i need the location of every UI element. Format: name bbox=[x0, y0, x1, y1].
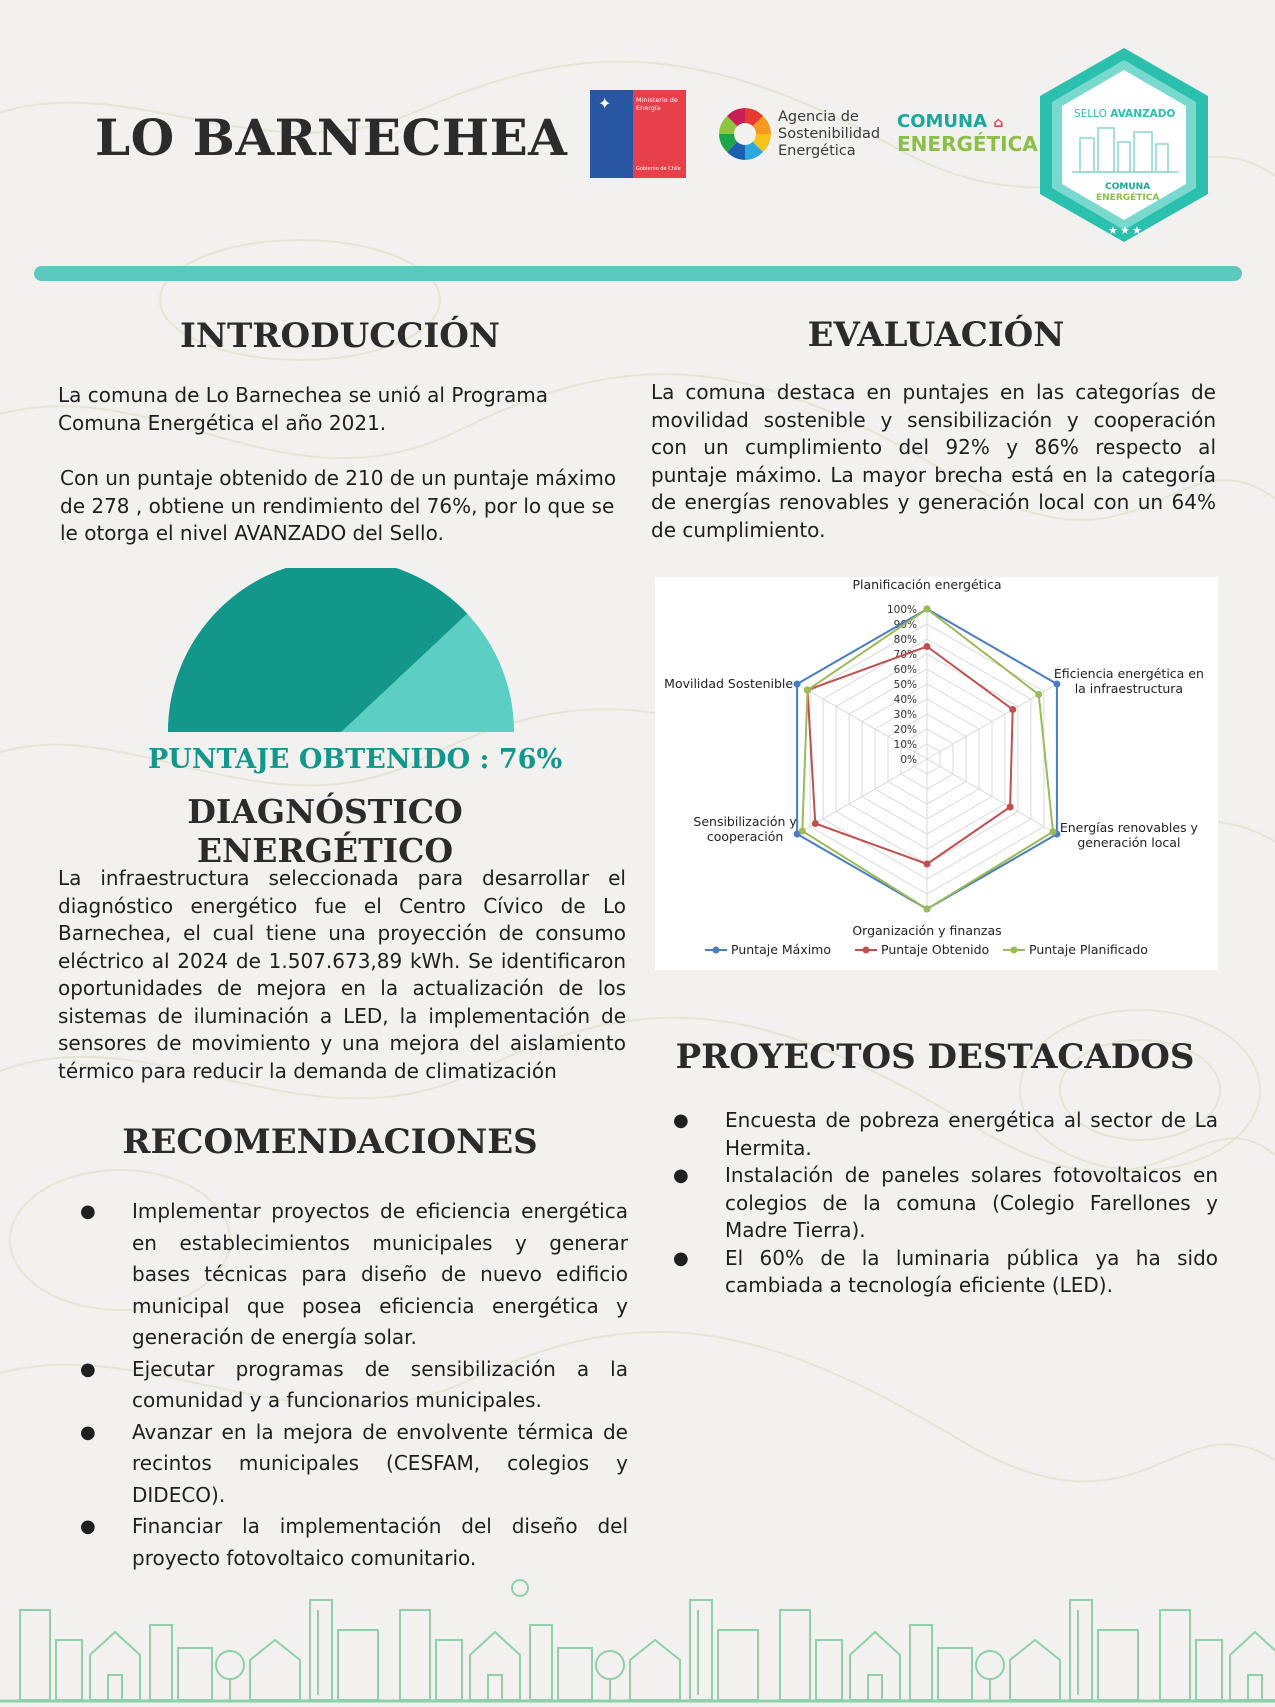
list-item bbox=[80, 1417, 628, 1512]
radar-tick-label: 20% bbox=[893, 724, 917, 736]
comuna-energetica-logo: COMUNA ⌂ ENERGÉTICA bbox=[897, 111, 1038, 156]
radar-tick-label: 40% bbox=[893, 694, 917, 706]
legend-swatch-point bbox=[863, 947, 870, 954]
radar-series-point bbox=[794, 681, 801, 688]
list-item bbox=[80, 1354, 628, 1417]
list-item-line: municipal que posea eficiencia energética y bbox=[132, 1293, 628, 1318]
radar-series-point bbox=[1035, 691, 1042, 698]
proyectos-list bbox=[673, 1107, 1218, 1300]
list-item-line: recintos municipales (CESFAM, colegios y bbox=[132, 1451, 628, 1475]
list-item-line: Avanzar en la mejora de envolvente térmica de bbox=[132, 1419, 628, 1444]
diagnostico-paragraph bbox=[58, 865, 626, 1085]
radar-category-label: Movilidad Sostenible bbox=[664, 676, 794, 691]
svg-text:★: ★ bbox=[1132, 224, 1142, 237]
page-title: LO BARNECHEA bbox=[95, 108, 568, 167]
list-item-line: comunidad y a funcionarios municipales. bbox=[132, 1388, 542, 1412]
legend-label: Puntaje Máximo bbox=[731, 942, 831, 957]
list-item-line: colegios de la comuna (Colegio Farellones y bbox=[725, 1190, 1218, 1215]
bullet-icon: ● bbox=[80, 1516, 96, 1537]
list-item-line: Implementar proyectos de eficiencia energética bbox=[132, 1199, 628, 1223]
diagnostico-title: DIAGNÓSTICO ENERGÉTICO bbox=[187, 792, 463, 870]
text-line: Barnechea, el cual tiene una proyección de consumo bbox=[58, 921, 626, 945]
radar-category-label: Sensibilización y bbox=[693, 814, 797, 829]
list-item-line: Financiar la implementación del diseño del bbox=[132, 1514, 628, 1538]
radar-tick-label: 80% bbox=[893, 634, 917, 646]
text-line: La infraestructura seleccionada para desarrollar el bbox=[58, 866, 626, 890]
list-item-line: en establecimientos municipales y generar bbox=[132, 1230, 628, 1255]
radar-tick-label: 100% bbox=[886, 604, 917, 616]
radar-category-label: cooperación bbox=[706, 829, 784, 844]
list-item bbox=[673, 1245, 1218, 1300]
radar-series-point bbox=[1053, 681, 1060, 688]
score-gauge bbox=[168, 568, 518, 734]
bullet-icon: ● bbox=[673, 1247, 689, 1269]
intro-paragraph-1: La comuna de Lo Barnechea se unió al Programa Comuna Energética el año 2021. bbox=[58, 383, 548, 435]
list-item bbox=[80, 1196, 628, 1354]
radar-tick-label: 50% bbox=[893, 679, 917, 691]
radar-series-point bbox=[812, 820, 819, 827]
radar-chart bbox=[655, 577, 1218, 970]
legend-swatch-point bbox=[1011, 947, 1018, 954]
radar-series-point bbox=[1009, 706, 1016, 713]
list-item-line: Encuesta de pobreza energética al sector de La bbox=[725, 1108, 1218, 1132]
radar-series-point bbox=[799, 828, 806, 835]
text-line: de cumplimiento. bbox=[651, 517, 826, 542]
bullet-icon: ● bbox=[80, 1358, 96, 1380]
svg-text:★: ★ bbox=[1108, 224, 1118, 237]
list-item bbox=[673, 1107, 1218, 1162]
radar-series-point bbox=[1007, 804, 1014, 811]
list-item-line: bases técnicas para diseño de nuevo edificio bbox=[132, 1262, 628, 1286]
text-line: movilidad sostenible y sensibilización y cooperación bbox=[651, 407, 1216, 432]
list-item-line: Madre Tierra). bbox=[725, 1218, 866, 1242]
house-icon: ⌂ bbox=[993, 115, 1004, 131]
radar-tick-label: 60% bbox=[893, 664, 917, 676]
evaluacion-paragraph bbox=[651, 379, 1216, 544]
radar-tick-label: 10% bbox=[893, 739, 917, 751]
ministerio-energia-logo: ✦ Ministerio de Energía Gobierno de Chile bbox=[590, 90, 686, 178]
text-line: La comuna destaca en puntajes en las categorías de bbox=[651, 380, 1216, 404]
radar-category-label: generación local bbox=[1077, 835, 1181, 850]
agencia-sostenibilidad-logo: Agencia de Sostenibilidad Energética bbox=[716, 105, 876, 165]
list-item-line: generación de energía solar. bbox=[132, 1325, 417, 1349]
radar-tick-label: 0% bbox=[900, 754, 917, 766]
footer-cityscape bbox=[0, 1570, 1275, 1707]
radar-category-label: Organización y finanzas bbox=[852, 923, 1002, 938]
radar-category-label: Eficiencia energética en bbox=[1053, 666, 1204, 681]
text-line: térmico para reducir la demanda de climatización bbox=[58, 1058, 557, 1083]
star-icon: ✦ bbox=[598, 94, 612, 113]
radar-tick-label: 90% bbox=[893, 619, 917, 631]
text-line: diagnóstico energético fue el Centro Cívico de Lo bbox=[58, 893, 626, 918]
bullet-icon: ● bbox=[673, 1165, 689, 1186]
legend-label: Puntaje Planificado bbox=[1029, 942, 1148, 957]
radar-category-label: la infraestructura bbox=[1074, 681, 1184, 696]
intro-paragraph-2: Con un puntaje obtenido de 210 de un puntaje máximo de 278 , obtiene un rendimiento del 76%, por lo que se le otorga el nivel AVANZADO del Sello. bbox=[60, 466, 617, 545]
proyectos-title: PROYECTOS DESTACADOS bbox=[675, 1037, 1195, 1077]
bullet-icon: ● bbox=[673, 1110, 689, 1131]
list-item-line: proyecto fotovoltaico comunitario. bbox=[132, 1545, 477, 1570]
list-item-line: El 60% de la luminaria pública ya ha sido bbox=[725, 1245, 1218, 1270]
radar-tick-label: 30% bbox=[893, 709, 917, 721]
recomendaciones-list bbox=[80, 1196, 628, 1574]
sello-avanzado-badge: ★ ★ ★ SELLO AVANZADO COMUNA ENERGÉTICA bbox=[1038, 46, 1210, 244]
recomendaciones-title: RECOMENDACIONES bbox=[122, 1122, 538, 1162]
radar-series-point bbox=[804, 687, 811, 694]
list-item-line: Hermita. bbox=[725, 1135, 812, 1160]
header-divider bbox=[34, 266, 1242, 281]
list-item bbox=[80, 1511, 628, 1574]
list-item-line: cambiada a tecnología eficiente (LED). bbox=[725, 1273, 1113, 1297]
evaluacion-title: EVALUACIÓN bbox=[807, 315, 1065, 355]
intro-title: INTRODUCCIÓN bbox=[179, 316, 500, 356]
list-item-line: Instalación de paneles solares fotovoltaicos en bbox=[725, 1163, 1218, 1187]
text-line: sistemas de iluminación a LED, la implementación de bbox=[58, 1003, 626, 1028]
radar-series-point bbox=[1050, 828, 1057, 835]
list-item-line: DIDECO). bbox=[132, 1482, 226, 1507]
bullet-icon: ● bbox=[80, 1201, 96, 1222]
radar-series-point bbox=[924, 861, 931, 868]
list-item bbox=[673, 1162, 1218, 1245]
svg-text:★: ★ bbox=[1120, 224, 1130, 237]
radar-series-point bbox=[924, 643, 931, 650]
legend-swatch-point bbox=[713, 947, 720, 954]
bullet-icon: ● bbox=[80, 1421, 96, 1443]
pinwheel-icon bbox=[716, 105, 774, 163]
radar-series-point bbox=[924, 906, 931, 913]
text-line: puntaje máximo. La mayor brecha está en la categoría bbox=[651, 462, 1216, 487]
text-line: oportunidades de mejora en la actualización de los bbox=[58, 976, 626, 1000]
radar-tick-label: 70% bbox=[893, 649, 917, 661]
text-line: sensores de movimiento y una mejora del aislamiento bbox=[58, 1031, 626, 1055]
radar-category-label: Planificación energética bbox=[852, 577, 1002, 592]
text-line: de energías renovables y generación local con un 64% bbox=[651, 490, 1216, 514]
text-line: eléctrico al 2024 de 1.507.673,89 kWh. Se identificaron bbox=[58, 948, 626, 973]
radar-series-point bbox=[924, 606, 931, 613]
text-line: con un cumplimiento del 92% y 86% respecto al bbox=[651, 435, 1216, 459]
list-item-line: Ejecutar programas de sensibilización a la bbox=[132, 1356, 628, 1381]
gauge-label: PUNTAJE OBTENIDO : 76% bbox=[148, 744, 563, 775]
radar-category-label: Energías renovables y bbox=[1059, 820, 1198, 835]
legend-label: Puntaje Obtenido bbox=[881, 942, 990, 957]
